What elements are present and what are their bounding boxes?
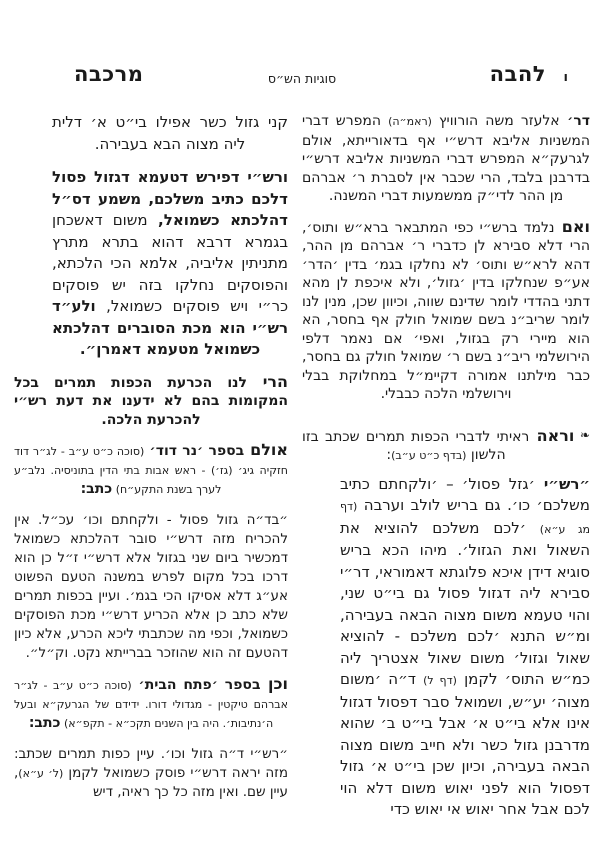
paragraph [14, 745, 288, 802]
text-segment: כתב: [28, 715, 61, 731]
text-segment: , עיין שם. ואין מזה כל כך ראיה, דיש [14, 765, 288, 800]
text-segment: (דף מג ע״א) [340, 500, 590, 536]
text-segment: (סוכה כ״ט ע״ב - לג״ר דוד חזקיה גיג׳ (גז׳) - ראש אבות בתי הדין בתוניסיה. נלב״ע לערך בשנת התקע״ח) [14, 445, 288, 496]
paragraph [14, 373, 288, 430]
text-segment: (בדף כ״ט ע״ב) [391, 449, 467, 462]
paragraph [52, 112, 288, 155]
text-segment: : [386, 447, 392, 463]
text-segment: קני גזול כשר אפילו בי״ט א׳ דלית ליה מצוה הבא בעבירה. [52, 113, 288, 153]
paragraph [52, 167, 288, 361]
page-number: ו [563, 70, 568, 85]
text-segment: אולם [244, 440, 289, 459]
text-segment: (ראמ״ה) [388, 115, 432, 128]
text-segment: דר׳ [559, 113, 590, 129]
text-segment: וכן [260, 674, 288, 693]
page-header [0, 62, 604, 96]
paragraph [14, 675, 288, 733]
header-title-center: סוגיות הש״ס [267, 71, 337, 86]
text-segment: וראה [529, 425, 575, 445]
header-title-left: מרכבה [74, 62, 144, 86]
text-segment: בספר ׳נר דוד׳ [144, 443, 245, 459]
paragraph [340, 474, 590, 821]
text-segment: המפרש דברי המשניות אליבא דרש״י אף בדאורייתא, אולם לגרעק״א המפרש דברי המשניות אליבא דרש״י בדרבנן בלבד, הרי שכבר אין לסברת ר׳ אברהם מן ההר לדי״ק ממשמעות דברי המשנה. [302, 113, 590, 204]
text-segment: לנו הכרעת הכפות תמרים בכל המקומות בהם לא ידענו את דעת רש״י להכרעת הלכה. [14, 374, 288, 428]
text-segment: (סוכה כ״ט ע״ב - לג״ר אברהם טיקטין - מגדולי דורו. ידידם של הגרעק״א ובעל ה׳נתיבות׳. היה בין השנים תקכ״א - תקפ״א) [14, 679, 288, 730]
paragraph [14, 441, 288, 499]
text-segment: ראיתי לדברי הכפות תמרים שכתב בזו הלשון [302, 428, 530, 463]
text-segment: ״בד״ה גזול פסול - ולקחתם וכו׳ עכ״ל. אין להכריח מזה דרש״י סובר דהלכתא כשמואל דמכשיר ביום שני בגזול אלא דרש״י ז״ל כן הוא דרכו בכל מקום לפרש במשנה הטעם הפשוט אע״ג דלא אסיקו הכי בגמ׳. ועיין בכפות תמרים שלא כתב כן אלא הכריע דרש״י מכת הפוסקים כשמואל, וכפי מה שכתבתי ליכא הכרע, אלא כיון דהטעם זה הוא שהוזכר בברייתא נקט. וק״ל״. [14, 512, 288, 661]
text-segment: ׳גזל פסול׳ – ׳ולקחתם כתיב משלכם׳ כו׳. גם בריש לולב וערבה [340, 474, 590, 514]
text-segment: כתב: [80, 481, 113, 497]
text-segment: (ל׳ ע״א) [18, 767, 64, 780]
text-segment: (דף ל) [423, 674, 457, 687]
fleuron-ornament-icon: ❧ [574, 427, 590, 442]
text-segment: ורש״י דפירש דטעמא דגזול פסול דלכם כתיב משלכם, משמע דס״ל דהלכתא כשמואל, [52, 168, 288, 229]
text-segment: אלעזר משה הורוויץ [431, 113, 560, 129]
text-segment: הרי [246, 371, 288, 391]
paragraph [302, 426, 590, 466]
paragraph [302, 112, 590, 206]
text-segment: משום דאשכחן בגמרא דרבא דהוא בתרא מתרץ מתניתין אליביה, אלמא הכי הלכתא, והפוסקים נחלקו בזה יש פוסקים כר״י ויש פוסקים כשמואל, [52, 211, 288, 315]
left-column [14, 112, 288, 833]
text-segment: ׳לכם משלכם להוציא את השאול ואת הגזול׳. מיהו הכא בריש סוגיא דידן איכא פלוגתא דאמוראי, דר״י סבירא ליה דגזול פסול גם בי״ט שני, והוי טעמא משום מצוה הבאה בעבירה, ומ״ש התנא ׳לכם משלכם - להוציא שאול וגזול׳ משום שאול אצטריך ליה כמ״ש התוס׳ לקמן [340, 518, 591, 688]
text-segment: ״רש״י [534, 474, 591, 493]
text-segment: ״רש״י ד״ה גזול וכו׳. עיין כפות תמרים שכתב: מזה יראה דרש״י פוסק כשמואל לקמן [14, 746, 289, 781]
page-body [14, 112, 590, 833]
text-segment: בספר ׳פתח הבית׳ [131, 677, 261, 693]
text-segment: ולע״ד רש״י הוא מכת הסוברים דהלכתא כשמואל מטעמא דאמרן״. [52, 297, 288, 358]
text-segment: ואם [554, 216, 590, 236]
header-title-right: להבה [489, 62, 546, 86]
paragraph [14, 511, 288, 663]
right-column [302, 112, 590, 833]
text-segment: נלמד ברש״י כפי המתבאר ברא״ש ותוס׳, הרי דלא סבירא לן כדברי ר׳ אברהם מן ההר, דהא לרא״ש ותוס׳ לא נחלקו בגמ׳ בדין ׳הדר׳ אע״פ שנחלקו בדין ׳גזול׳, ולא איכפת לן מהא דתני בהדדי לומר שדינם שווה, וכיוון שכן, מנין לנו לומר שריב״נ בשם שמואל חולק אף בחסר, הא הוא מיירי רק בגזול, ואפי׳ אם נאמר דלפי הירושלמי ריב״נ בשם ר׳ שמואל חולק גם בחסר, כבר מילתנו אמורה דקיימ״ל במחלוקת בבלי וירושלמי הלכה כבבלי. [302, 219, 590, 402]
text-segment: ד״ה ׳משום מצוה׳ יע״ש, ושמואל סבר דפסול דגזול אינו אלא בי״ט א׳ אבל בי״ט ב׳ שהוא מדרבנן גזול כשר ולא חייב משום מצוה הבאה בעבירה, וכיון שכן בי״ט א׳ גזול דפסול הוא לפני יאוש משום דלא הוי לכם אבל אחר יאוש אי יאוש כדי [340, 670, 590, 818]
paragraph [302, 218, 590, 404]
